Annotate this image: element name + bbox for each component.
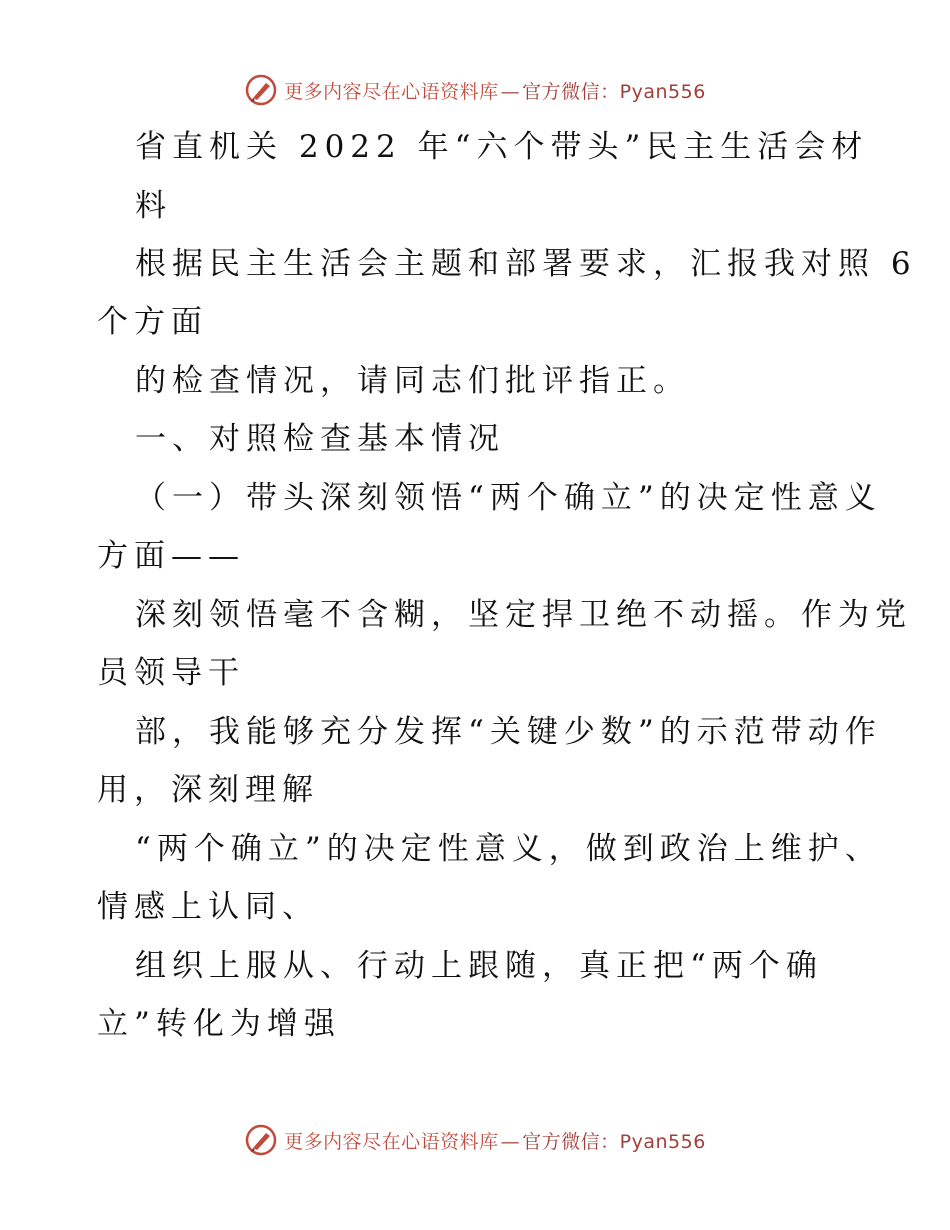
watermark-banner-bottom bbox=[0, 1120, 950, 1160]
doc-line: 个方面 bbox=[97, 304, 208, 340]
doc-line: 的检查情况，请同志们批评指正。 bbox=[135, 363, 690, 399]
doc-line: 方面—— bbox=[97, 538, 245, 574]
doc-line: 立”转化为增强 bbox=[97, 1006, 341, 1042]
watermark-separator: — bbox=[500, 80, 521, 103]
watermark-brand: 更多内容尽在心语资料库 bbox=[284, 1130, 499, 1153]
doc-line: 料 bbox=[135, 188, 172, 224]
doc-line: 组织上服从、行动上跟随，真正把“两个确 bbox=[135, 948, 823, 984]
doc-line: （一）带头深刻领悟“两个确立”的决定性意义 bbox=[135, 480, 882, 516]
pen-logo-icon bbox=[244, 1123, 278, 1157]
doc-line: 用，深刻理解 bbox=[97, 772, 319, 808]
doc-line: 根据民主生活会主题和部署要求，汇报我对照 6 bbox=[135, 246, 917, 282]
watermark-contact: 官方微信：Pyan556 bbox=[522, 1130, 706, 1153]
doc-line: 情感上认同、 bbox=[97, 889, 319, 925]
watermark-separator: — bbox=[500, 1130, 521, 1153]
doc-line: 一、对照检查基本情况 bbox=[135, 421, 505, 457]
doc-line: “两个确立”的决定性意义，做到政治上维护、 bbox=[135, 831, 882, 867]
doc-line: 省直机关 2022 年“六个带头”民主生活会材 bbox=[135, 129, 869, 165]
doc-line: 深刻领悟毫不含糊，坚定捍卫绝不动摇。作为党 bbox=[135, 597, 912, 633]
doc-line: 部，我能够充分发挥“关键少数”的示范带动作 bbox=[135, 714, 882, 750]
watermark-brand: 更多内容尽在心语资料库 bbox=[284, 80, 499, 103]
doc-line: 员领导干 bbox=[97, 655, 245, 691]
watermark-contact: 官方微信：Pyan556 bbox=[522, 80, 706, 103]
